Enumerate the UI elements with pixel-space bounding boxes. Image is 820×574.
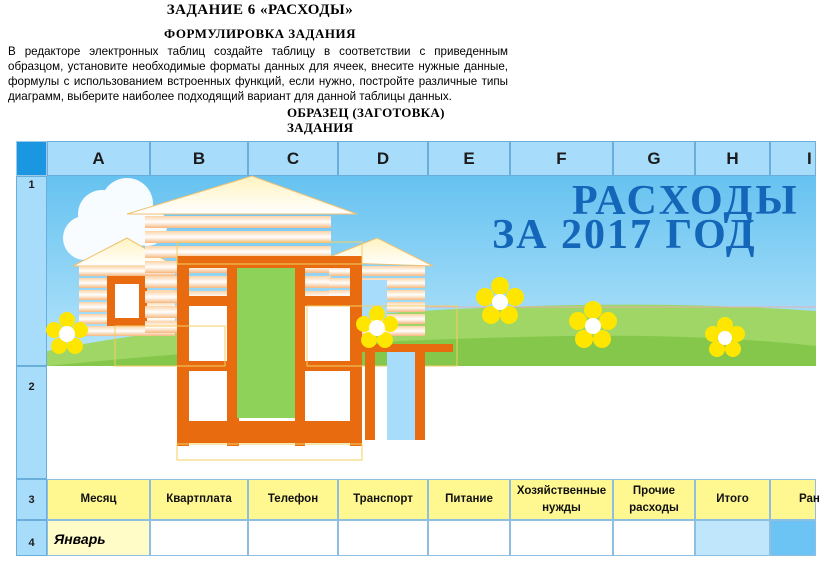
column-header-c[interactable]: C: [248, 141, 338, 176]
cell-f3-household[interactable]: Хозяйственные нужды: [510, 479, 613, 520]
cell-g3-other[interactable]: Прочие расходы: [613, 479, 695, 520]
row-header-3[interactable]: 3: [16, 479, 47, 520]
cell-i4-rank[interactable]: [770, 520, 816, 556]
banner-picture: [47, 176, 816, 479]
cell-d4[interactable]: [338, 520, 428, 556]
sample-caption-line1: ОБРАЗЕЦ (ЗАГОТОВКА): [287, 105, 445, 120]
column-header-i[interactable]: I: [770, 141, 816, 176]
banner-title-line2: ЗА 2017 ГОД: [492, 212, 757, 258]
cell-h4-total[interactable]: [695, 520, 770, 556]
cell-a3-month[interactable]: Месяц: [47, 479, 150, 520]
cell-i3-rank[interactable]: Ран: [770, 479, 816, 520]
sample-caption: [287, 105, 507, 135]
column-header-e[interactable]: E: [428, 141, 510, 176]
cell-c3-phone[interactable]: Телефон: [248, 479, 338, 520]
cell-e4[interactable]: [428, 520, 510, 556]
cell-g4[interactable]: [613, 520, 695, 556]
cell-b3-rent[interactable]: Квартплата: [150, 479, 248, 520]
task-subtitle: ФОРМУЛИРОВКА ЗАДАНИЯ: [164, 26, 356, 41]
cell-e3-food[interactable]: Питание: [428, 479, 510, 520]
task-title: ЗАДАНИЕ 6 «РАСХОДЫ»: [166, 2, 354, 18]
row-header-2[interactable]: 2: [16, 366, 47, 479]
column-header-g[interactable]: G: [613, 141, 695, 176]
column-header-f[interactable]: F: [510, 141, 613, 176]
house-green-door: [237, 268, 295, 418]
cell-a4-january[interactable]: Январь: [47, 520, 150, 556]
column-header-a[interactable]: A: [47, 141, 150, 176]
column-header-d[interactable]: D: [338, 141, 428, 176]
task-description: В редакторе электронных таблиц создайте таблицу в соответствии с приведенным образцом, установите необходимые форматы данных для ячеек, внесите нужные данные, формулы с использованием встроенных функций, если нужно, постройте различные типы диаграмм, выберите наиболее подходящий вариант для данной таблицы данных.: [8, 45, 508, 103]
cell-f4[interactable]: [510, 520, 613, 556]
column-header-b[interactable]: B: [150, 141, 248, 176]
cell-b4[interactable]: [150, 520, 248, 556]
cell-d3-transport[interactable]: Транспорт: [338, 479, 428, 520]
select-all-corner[interactable]: [16, 141, 47, 176]
left-wing-window: [115, 284, 139, 318]
cell-c4[interactable]: [248, 520, 338, 556]
row-header-1[interactable]: 1: [16, 176, 47, 366]
column-header-h[interactable]: H: [695, 141, 770, 176]
banner-illustration: [47, 176, 816, 479]
cell-h3-total[interactable]: Итого: [695, 479, 770, 520]
banner-title-line1: РАСХОДЫ: [572, 178, 800, 224]
row-header-4[interactable]: 4: [16, 520, 47, 556]
sample-caption-line2: ЗАДАНИЯ: [287, 120, 354, 135]
